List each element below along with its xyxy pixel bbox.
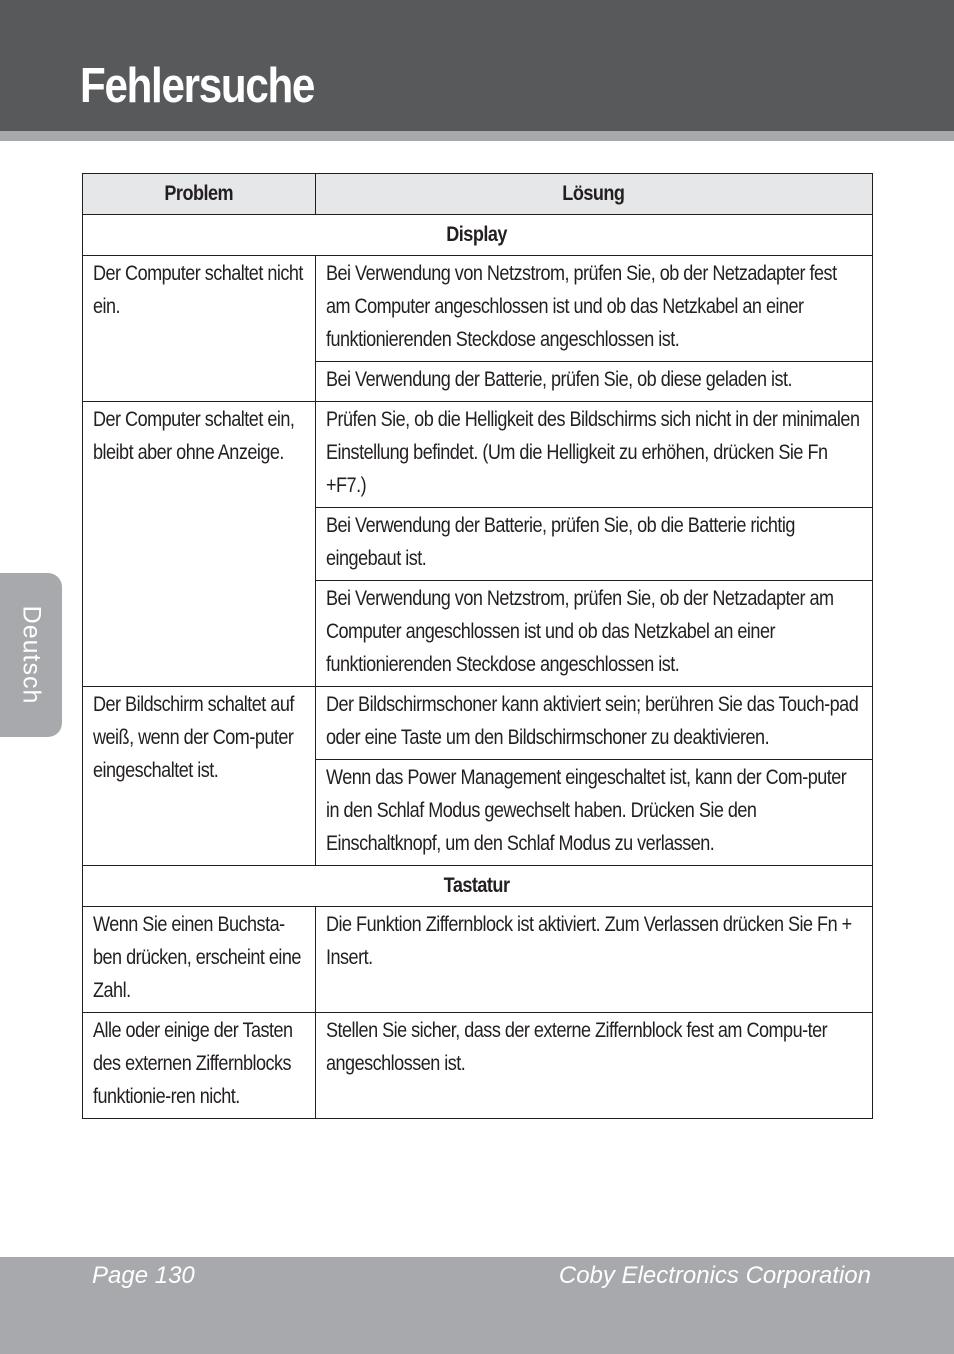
table-row [83,1013,873,1119]
problem-cell: Der Bildschirm schaltet auf weiß, wenn der Com-puter eingeschaltet ist. [83,687,316,866]
troubleshooting-table [82,173,873,1119]
solution-cell: Wenn das Power Management eingeschaltet ist, kann der Com-puter in den Schlaf Modus gewechselt haben. Drücken Sie den Einschaltknopf, um den Schlaf Modus zu verlassen. [316,760,873,866]
page-number: Page 130 [92,1262,195,1289]
table-row [83,907,873,1013]
solution-cell: Stellen Sie sicher, dass der externe Ziffernblock fest am Compu-ter angeschlossen ist. [316,1013,873,1119]
problem-cell: Der Computer schaltet nicht ein. [83,256,316,402]
solution-cell: Prüfen Sie, ob die Helligkeit des Bildschirms sich nicht in der minimalen Einstellung befindet. (Um die Helligkeit zu erhöhen, drücken Sie Fn +F7.) [316,402,873,508]
table-row [83,256,873,362]
section-title-tastatur: Tastatur [83,866,873,907]
problem-cell: Der Computer schaltet ein, bleibt aber ohne Anzeige. [83,402,316,687]
problem-cell: Alle oder einige der Tasten des externen Ziffernblocks funktionie-ren nicht. [83,1013,316,1119]
side-tab-label: Deutsch [17,605,46,705]
solution-cell: Bei Verwendung der Batterie, prüfen Sie, ob die Batterie richtig eingebaut ist. [316,508,873,581]
page-title: Fehlersuche [80,59,315,113]
problem-cell: Wenn Sie einen Buchsta-ben drücken, erscheint eine Zahl. [83,907,316,1013]
column-header-problem: Problem [83,174,316,215]
solution-cell: Bei Verwendung der Batterie, prüfen Sie, ob diese geladen ist. [316,362,873,402]
column-header-solution: Lösung [316,174,873,215]
footer-corporation: Coby Electronics Corporation [558,1262,871,1289]
table-row [83,402,873,508]
section-row [83,866,873,907]
header-stripe [0,131,954,141]
solution-cell: Bei Verwendung von Netzstrom, prüfen Sie, ob der Netzadapter fest am Computer angeschlossen ist und ob das Netzkabel an einer funktionierenden Steckdose angeschlossen ist. [316,256,873,362]
solution-cell: Die Funktion Ziffernblock ist aktiviert. Zum Verlassen drücken Sie Fn + Insert. [316,907,873,1013]
table-row [83,687,873,760]
section-row [83,215,873,256]
table-header-row [83,174,873,215]
solution-cell: Bei Verwendung von Netzstrom, prüfen Sie, ob der Netzadapter am Computer angeschlossen ist und ob das Netzkabel an einer funktionierenden Steckdose angeschlossen ist. [316,581,873,687]
section-title-display: Display [83,215,873,256]
solution-cell: Der Bildschirmschoner kann aktiviert sein; berühren Sie das Touch-pad oder eine Taste um den Bildschirmschoner zu deaktivieren. [316,687,873,760]
language-side-tab [0,573,62,737]
